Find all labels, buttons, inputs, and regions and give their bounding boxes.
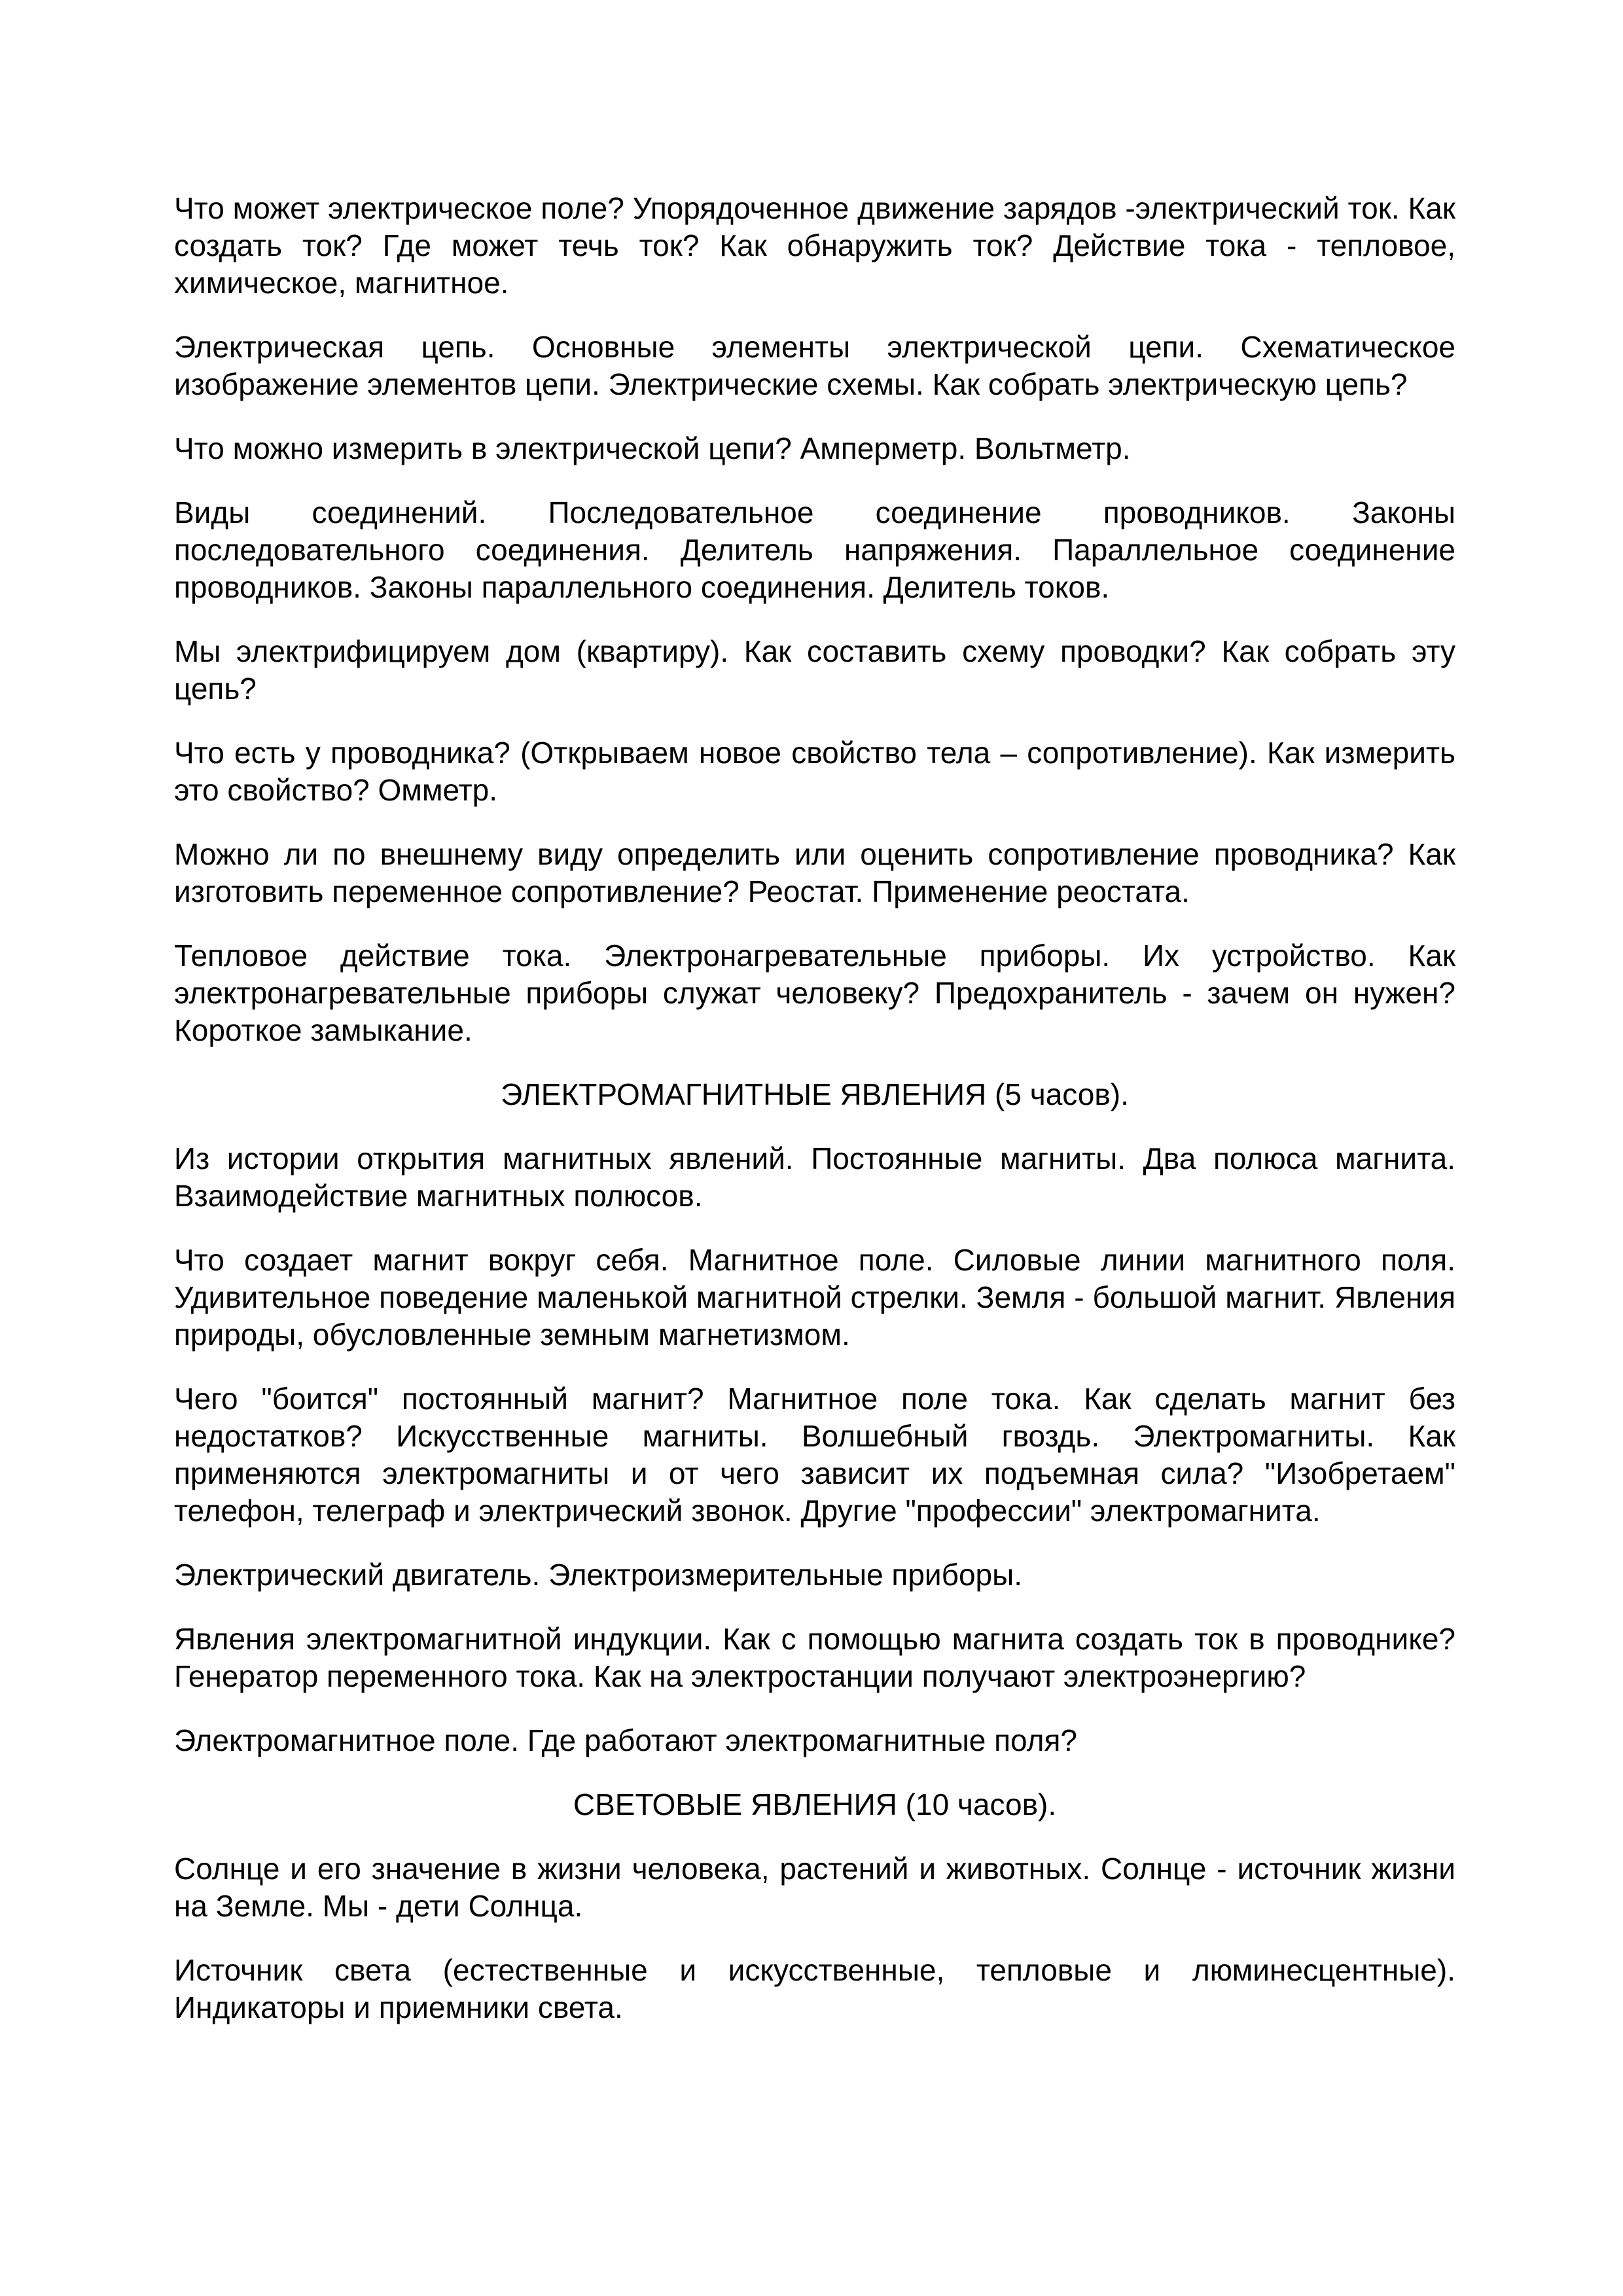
- paragraph-motor: Электрический двигатель. Электроизмерительные приборы.: [174, 1558, 1022, 1592]
- section-heading-electromagnetic: ЭЛЕКТРОМАГНИТНЫЕ ЯВЛЕНИЯ (5 часов).: [501, 1077, 1129, 1111]
- paragraph-magnetic-field: Что создает магнит вокруг себя. Магнитное поле. Силовые линии магнитного поля. Удивительное поведение маленькой магнитной стрелки. Земля - большой магнит. Явления природы, обусловленные земным магнетизмом.: [174, 1243, 1455, 1352]
- section-heading-light: СВЕТОВЫЕ ЯВЛЕНИЯ (10 часов).: [573, 1787, 1057, 1821]
- paragraph-magnet-history: Из истории открытия магнитных явлений. Постоянные магниты. Два полюса магнита. Взаимодействие магнитных полюсов.: [174, 1141, 1455, 1213]
- paragraph-sun: Солнце и его значение в жизни человека, растений и животных. Солнце - источник жизни на Земле. Мы - дети Солнца.: [174, 1852, 1455, 1923]
- paragraph-electromagnets: Чего "боится" постоянный магнит? Магнитное поле тока. Как сделать магнит без недостатков? Искусственные магниты. Волшебный гвоздь. Электромагниты. Как применяются электромагниты и от чего зависит их подъемная сила? "Изобретаем" телефон, телеграф и электрический звонок. Другие "профессии" электромагнита.: [174, 1382, 1455, 1528]
- paragraph-thermal-action: Тепловое действие тока. Электронагревательные приборы. Их устройство. Как электронагревательные приборы служат человеку? Предохранитель - зачем он нужен? Короткое замыкание.: [174, 939, 1455, 1047]
- document-page: [174, 190, 1455, 2053]
- paragraph-em-field: Электромагнитное поле. Где работают электромагнитные поля?: [174, 1723, 1077, 1757]
- paragraph-resistance: Что есть у проводника? (Открываем новое свойство тела – сопротивление). Как измерить это свойство? Омметр.: [174, 736, 1455, 807]
- paragraph-measurements: Что можно измерить в электрической цепи? Амперметр. Вольтметр.: [174, 431, 1131, 465]
- paragraph-electric-circuit: Электрическая цепь. Основные элементы электрической цепи. Схематическое изображение элементов цепи. Электрические схемы. Как собрать электрическую цепь?: [174, 330, 1455, 401]
- paragraph-electric-field: Что может электрическое поле? Упорядоченное движение зарядов -электрический ток. Как создать ток? Где может течь ток? Как обнаружить ток? Действие тока - тепловое, химическое, магнитное.: [174, 191, 1455, 300]
- paragraph-connection-types: Виды соединений. Последовательное соединение проводников. Законы последовательного соединения. Делитель напряжения. Параллельное соединение проводников. Законы параллельного соединения. Делитель токов.: [174, 495, 1455, 604]
- paragraph-induction: Явления электромагнитной индукции. Как с помощью магнита создать ток в проводнике? Генератор переменного тока. Как на электростанции получают электроэнергию?: [174, 1622, 1455, 1693]
- paragraph-home-wiring: Мы электрифицируем дом (квартиру). Как составить схему проводки? Как собрать эту цепь?: [174, 634, 1455, 706]
- paragraph-light-sources: Источник света (естественные и искусственные, тепловые и люминесцентные). Индикаторы и приемники света.: [174, 1953, 1455, 2024]
- paragraph-rheostat: Можно ли по внешнему виду определить или оценить сопротивление проводника? Как изготовить переменное сопротивление? Реостат. Применение реостата.: [174, 837, 1455, 908]
